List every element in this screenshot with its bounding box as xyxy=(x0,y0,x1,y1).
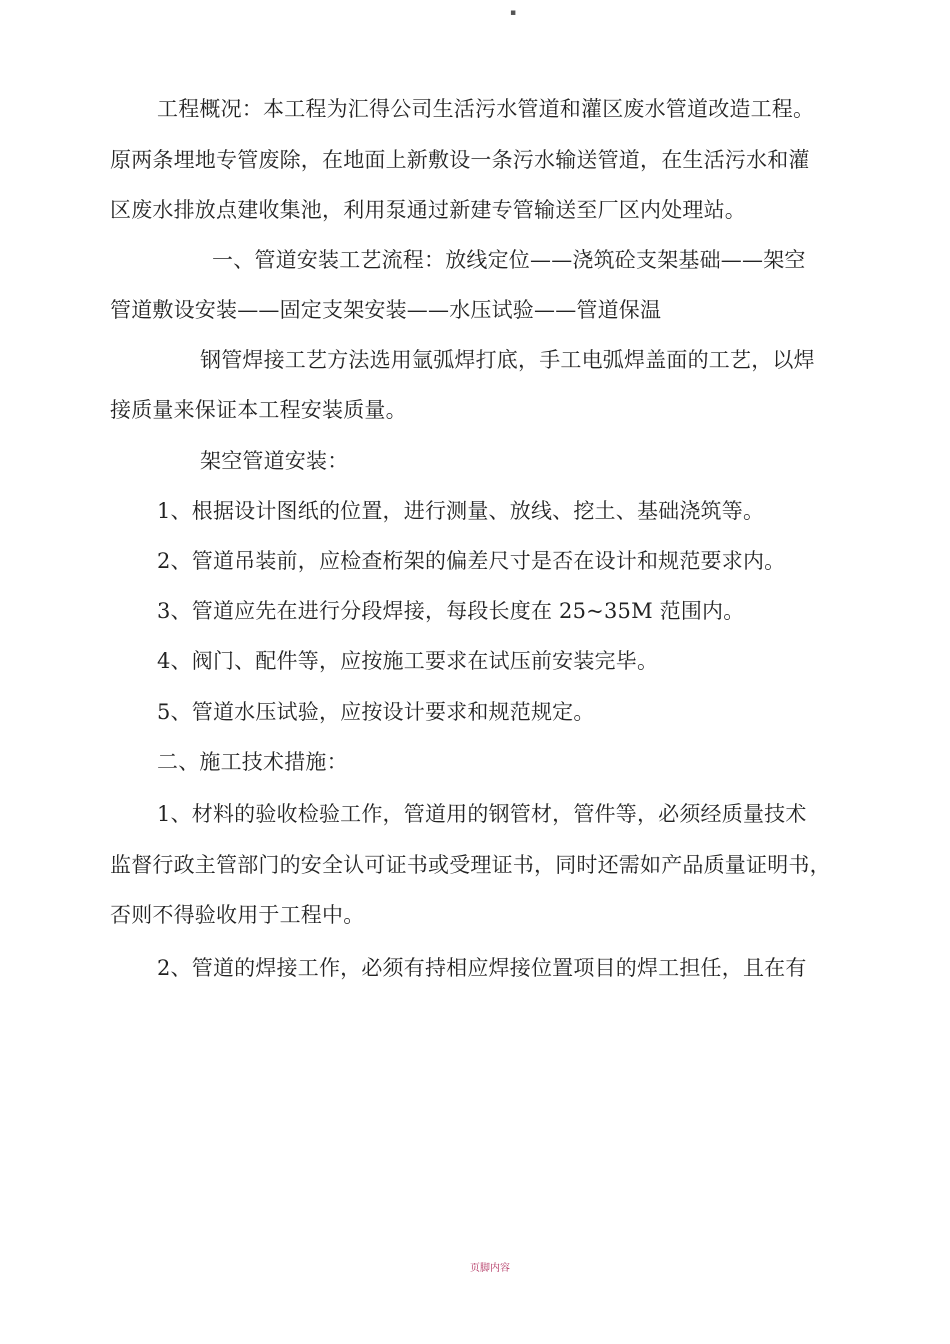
overhead-item-2: 2、管道吊装前，应检查桁架的偏差尺寸是否在设计和规范要求内。 xyxy=(157,549,786,573)
overhead-item-4: 4、阀门、配件等，应按施工要求在试压前安装完毕。 xyxy=(157,649,659,673)
measure-2-line-1: 2、管道的焊接工作，必须有持相应焊接位置项目的焊工担任，且在有 xyxy=(157,956,807,980)
welding-line-2: 接质量来保证本工程安装质量。 xyxy=(110,398,407,422)
welding-line-1: 钢管焊接工艺方法选用氩弧焊打底，手工电弧焊盖面的工艺，以焊 xyxy=(200,348,815,372)
measure-1-line-1: 1、材料的验收检验工作，管道用的钢管材，管件等，必须经质量技术 xyxy=(157,802,807,826)
overhead-title: 架空管道安装： xyxy=(200,449,349,473)
overhead-item-5: 5、管道水压试验，应按设计要求和规范规定。 xyxy=(157,700,595,724)
process-line-2: 管道敷设安装——固定支架安装——水压试验——管道保温 xyxy=(110,298,662,322)
measures-title: 二、施工技术措施： xyxy=(157,750,348,774)
overview-line-1: 工程概况：本工程为汇得公司生活污水管道和灌区废水管道改造工程。 xyxy=(157,97,815,121)
overhead-item-1: 1、根据设计图纸的位置，进行测量、放线、挖土、基础浇筑等。 xyxy=(157,499,765,523)
measure-1-line-3: 否则不得验收用于工程中。 xyxy=(110,903,365,927)
overhead-item-3: 3、管道应先在进行分段焊接，每段长度在 25~35M 范围内。 xyxy=(157,599,745,623)
overview-line-3: 区废水排放点建收集池，利用泵通过新建专管输送至厂区内处理站。 xyxy=(110,198,746,222)
measure-1-line-2: 监督行政主管部门的安全认可证书或受理证书，同时还需如产品质量证明书， xyxy=(110,853,831,877)
overview-line-2: 原两条埋地专管废除，在地面上新敷设一条污水输送管道，在生活污水和灌 xyxy=(110,148,810,172)
page-footer: 页脚内容 xyxy=(470,1263,510,1274)
header-mark: ▪ xyxy=(510,8,517,18)
process-line-1: 一、管道安装工艺流程：放线定位——浇筑砼支架基础——架空 xyxy=(212,248,806,272)
